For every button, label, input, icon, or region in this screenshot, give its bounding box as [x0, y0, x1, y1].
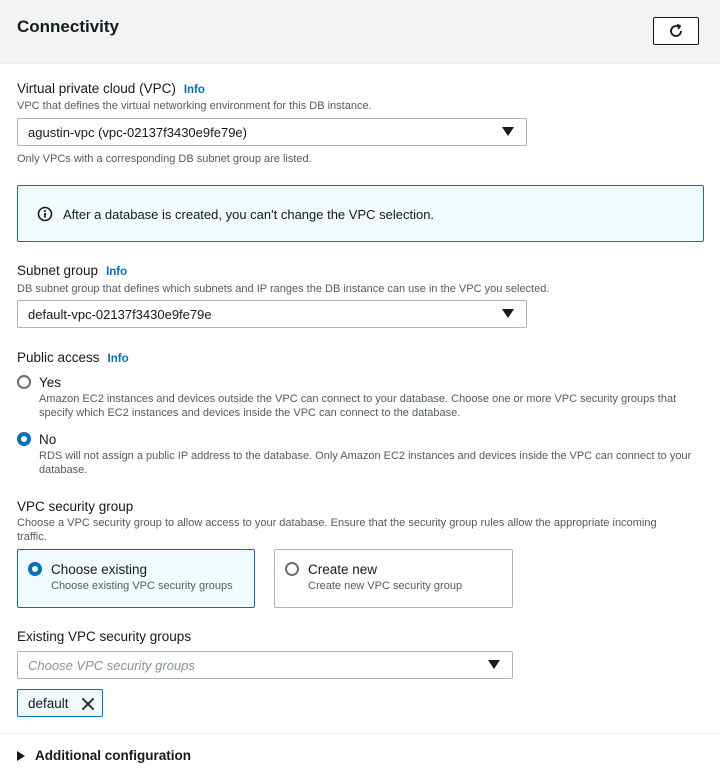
- vpc-info-alert: [17, 185, 704, 242]
- tile-title: Choose existing: [51, 562, 148, 577]
- public-access-label: Public access Info: [17, 350, 129, 365]
- security-group-label: VPC security group: [17, 499, 134, 514]
- existing-groups-placeholder: Choose VPC security groups: [28, 657, 195, 673]
- public-access-yes-radio[interactable]: [17, 375, 31, 389]
- subnet-description: DB subnet group that defines which subnets and IP ranges the DB instance can use in the VPC you selected.: [17, 283, 550, 295]
- section-header: [0, 0, 720, 64]
- vpc-info-link[interactable]: Info: [183, 84, 205, 96]
- token-label: default: [28, 695, 69, 711]
- additional-configuration-label: Additional configuration: [35, 748, 191, 763]
- refresh-button[interactable]: [653, 17, 699, 45]
- additional-configuration-expander[interactable]: [17, 748, 191, 763]
- section-title: Connectivity: [17, 17, 120, 36]
- public-access-info-link[interactable]: Info: [107, 353, 129, 365]
- tile-choose-existing[interactable]: [17, 549, 255, 608]
- caret-right-icon: [17, 751, 25, 761]
- public-access-no-label: No: [39, 432, 57, 447]
- public-access-yes-description: Amazon EC2 instances and devices outside the VPC can connect to your database. Choose one or more VPC security groups that specify which EC2 instances and devices inside the VPC can connect to the database.: [39, 393, 677, 419]
- tile-create-new[interactable]: [274, 549, 513, 608]
- existing-groups-label: Existing VPC security groups: [17, 629, 192, 644]
- subnet-info-link[interactable]: Info: [106, 266, 128, 278]
- subnet-select-value: default-vpc-02137f3430e9fe79e: [28, 306, 212, 322]
- caret-down-icon: [502, 127, 514, 136]
- vpc-description: VPC that defines the virtual networking environment for this DB instance.: [17, 100, 372, 112]
- public-access-yes-label: Yes: [39, 375, 62, 390]
- tile-description: Choose existing VPC security groups: [51, 580, 233, 592]
- divider: [0, 733, 720, 734]
- existing-groups-select[interactable]: [17, 651, 513, 679]
- close-icon[interactable]: [80, 696, 96, 712]
- vpc-select[interactable]: [17, 118, 527, 146]
- refresh-icon: [668, 23, 684, 39]
- security-group-token: [17, 689, 103, 717]
- public-access-no-radio[interactable]: [17, 432, 31, 446]
- create-new-radio[interactable]: [285, 562, 299, 576]
- vpc-label: Virtual private cloud (VPC) Info: [17, 81, 205, 96]
- vpc-hint: Only VPCs with a corresponding DB subnet group are listed.: [17, 153, 312, 165]
- subnet-select[interactable]: [17, 300, 527, 328]
- choose-existing-radio[interactable]: [28, 562, 42, 576]
- vpc-select-value: agustin-vpc (vpc-02137f3430e9fe79e): [28, 124, 247, 140]
- subnet-label: Subnet group Info: [17, 263, 128, 278]
- tile-description: Create new VPC security group: [308, 580, 463, 592]
- tile-title: Create new: [308, 562, 378, 577]
- caret-down-icon: [502, 309, 514, 318]
- alert-text: After a database is created, you can't change the VPC selection.: [63, 207, 435, 222]
- security-group-description: Choose a VPC security group to allow access to your database. Ensure that the security group rules allow the appropriate incoming traffic.: [17, 517, 657, 543]
- public-access-no-description: RDS will not assign a public IP address to the database. Only Amazon EC2 instances and devices inside the VPC can connect to your database.: [39, 450, 692, 476]
- info-circle-icon: [37, 206, 53, 222]
- caret-down-icon: [488, 660, 500, 669]
